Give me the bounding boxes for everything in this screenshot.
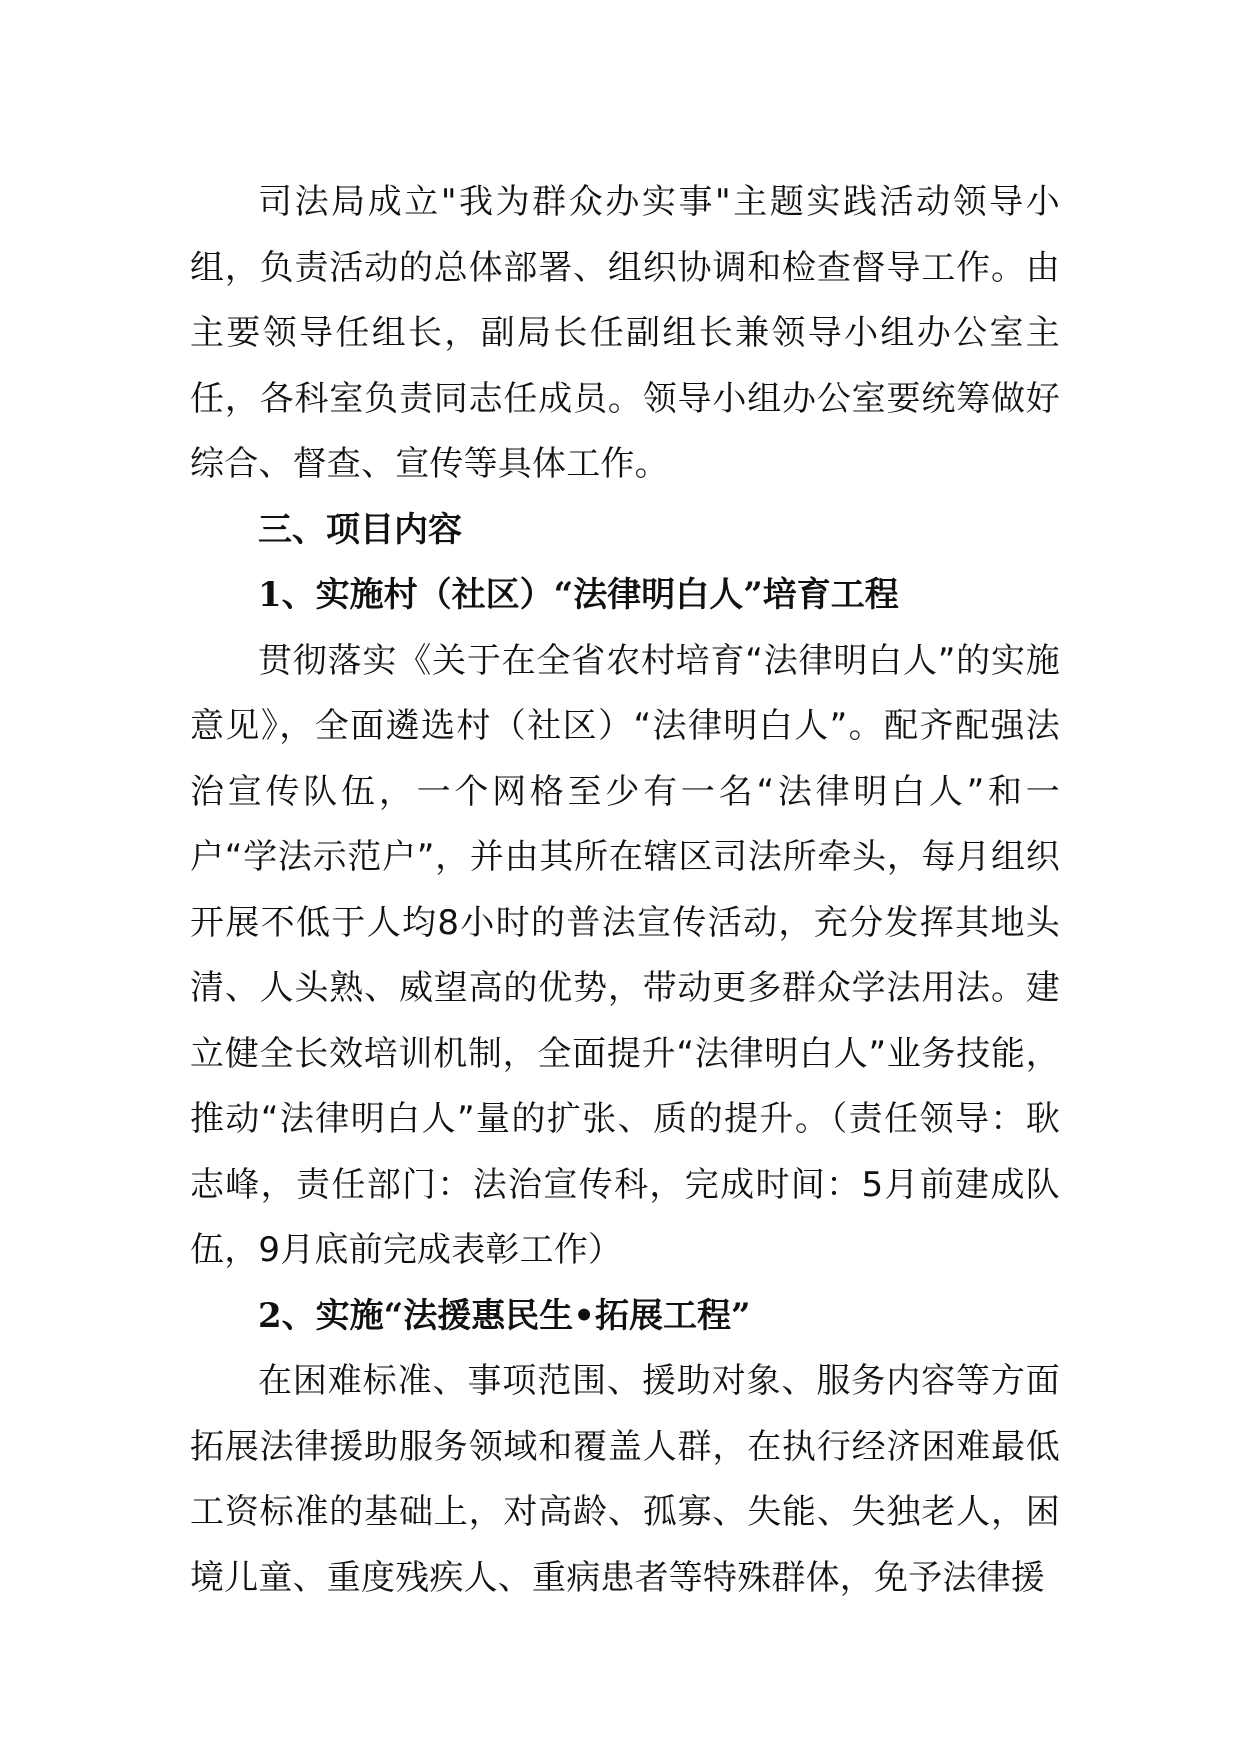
document-page [190,170,1060,1611]
item-heading-legal-literate-people: 1、实施村（社区）“法律明白人”培育工程 [258,575,899,615]
paragraph-legal-literate-people: 贯彻落实《关于在全省农村培育“法律明白人”的实施意见》，全面遴选村（社区）“法律明白人”。配齐配强法治宣传队伍，一个网格至少有一名“法律明白人”和一户“学法示范户”，并由其所在辖区司法所牵头，每月组织开展不低于人均8小时的普法宣传活动，充分发挥其地头清、人头熟、威望高的优势，带动更多群众学法用法。建立健全长效培训机制，全面提升“法律明白人”业务技能，推动“法律明白人”量的扩张、质的提升。（责任领导：耿志峰，责任部门：法治宣传科，完成时间：5月前建成队伍，9月底前完成表彰工作） [190,640,1060,1270]
paragraph-leadership-group: 司法局成立"我为群众办实事"主题实践活动领导小组，负责活动的总体部署、组织协调和检查督导工作。由主要领导任组长，副局长任副组长兼领导小组办公室主任，各科室负责同志任成员。领导小组办公室要统筹做好综合、督查、宣传等具体工作。 [190,182,1060,484]
paragraph-legal-aid: 在困难标准、事项范围、援助对象、服务内容等方面拓展法律援助服务领域和覆盖人群，在执行经济困难最低工资标准的基础上，对高龄、孤寡、失能、失独老人，困境儿童、重度残疾人、重病患者等特殊群体，免予法律援 [190,1361,1060,1598]
section-heading-project-content: 三、项目内容 [258,509,462,550]
item-heading-legal-aid: 2、实施“法援惠民生•拓展工程” [258,1295,751,1336]
